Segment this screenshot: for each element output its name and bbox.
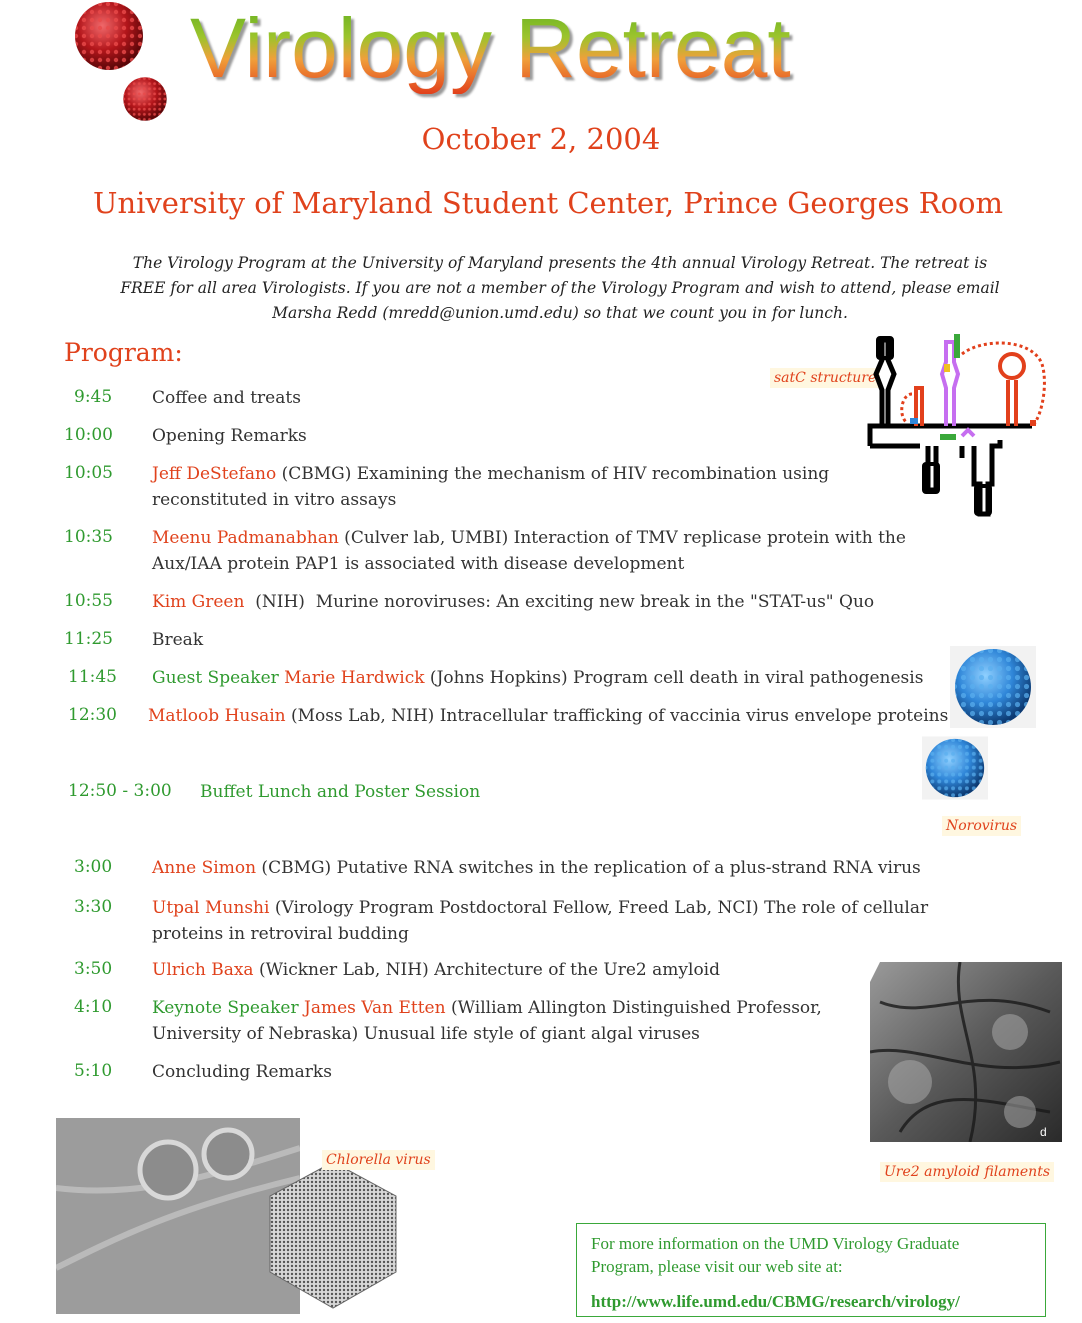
red-virus-icon-small <box>121 76 169 122</box>
talk-title: (NIH) Murine noroviruses: An exciting new break in the "STAT-us" Quo <box>244 592 875 612</box>
ure2-caption: Ure2 amyloid filaments <box>880 1162 1054 1182</box>
ure2-micrograph-image <box>870 962 1062 1142</box>
program-text: Break <box>152 630 204 650</box>
program-text: Concluding Remarks <box>152 1062 332 1082</box>
program-time: 10:55 <box>64 591 113 611</box>
speaker-name: Anne Simon <box>152 858 257 878</box>
intro-line: Marsha Redd (mredd@union.umd.edu) so that we count you in for lunch. <box>272 304 848 322</box>
speaker-name: Meenu Padmanabhan <box>152 528 339 548</box>
speaker-name: Ulrich Baxa <box>152 960 254 980</box>
program-time: 11:45 <box>68 667 117 687</box>
norovirus-caption: Norovirus <box>942 816 1021 836</box>
speaker-role: Guest Speaker <box>152 668 285 688</box>
talk-title: (William Allington Distinguished Professor, <box>445 998 822 1018</box>
talk-title: (Moss Lab, NIH) Intracellular trafficking of vaccinia virus envelope proteins <box>285 706 949 726</box>
talk-title-cont: reconstituted in vitro assays <box>152 490 397 510</box>
talk-title: (Virology Program Postdoctoral Fellow, Freed Lab, NCI) The role of cellular <box>269 898 929 918</box>
program-time: 12:30 <box>68 705 117 725</box>
speaker-name: Jeff DeStefano <box>152 464 277 484</box>
talk-title-cont: Aux/IAA protein PAP1 is associated with disease development <box>152 554 685 574</box>
program-heading: Program: <box>64 338 183 367</box>
satc-caption: satC structure <box>770 368 880 388</box>
micrograph-label: d <box>1040 1125 1047 1139</box>
program-time: 10:05 <box>64 463 113 483</box>
norovirus-icon-small <box>922 736 988 800</box>
info-text <box>591 1232 1031 1278</box>
talk-title: (CBMG) Examining the mechanism of HIV recombination using <box>276 464 830 484</box>
talk-title: (Culver lab, UMBI) Interaction of TMV replicase protein with the <box>338 528 906 548</box>
satc-structure-diagram <box>862 334 1058 520</box>
speaker-name: Marie Hardwick <box>284 668 425 688</box>
info-line: For more information on the UMD Virology Graduate <box>591 1234 960 1253</box>
event-venue: University of Maryland Student Center, Prince Georges Room <box>93 186 1003 220</box>
program-time: 3:00 <box>74 857 113 877</box>
program-time: 12:50 - 3:00 <box>68 781 172 801</box>
page-title: Virology Retreat <box>190 2 920 94</box>
website-link[interactable]: http://www.life.umd.edu/CBMG/research/virology/ <box>591 1292 960 1311</box>
program-time: 4:10 <box>74 997 113 1017</box>
program-text: Opening Remarks <box>152 426 307 446</box>
program-time: 3:30 <box>74 897 113 917</box>
speaker-role: Keynote Speaker <box>152 998 305 1018</box>
program-time: 9:45 <box>74 387 113 407</box>
chlorella-micrograph-image <box>56 1118 300 1314</box>
intro-line: The Virology Program at the University of Maryland presents the 4th annual Virology Retreat. The retreat is <box>132 254 988 272</box>
talk-title: (Johns Hopkins) Program cell death in viral pathogenesis <box>424 668 924 688</box>
program-text: Coffee and treats <box>152 388 301 408</box>
talk-title: (Wickner Lab, NIH) Architecture of the Ure2 amyloid <box>253 960 720 980</box>
speaker-name: Utpal Munshi <box>152 898 270 918</box>
program-time: 3:50 <box>74 959 113 979</box>
intro-paragraph <box>110 251 1010 326</box>
info-box <box>576 1223 1046 1317</box>
program-time: 5:10 <box>74 1061 113 1081</box>
red-virus-icon-large <box>72 0 146 72</box>
program-time: 11:25 <box>64 629 113 649</box>
speaker-name: James Van Etten <box>304 998 446 1018</box>
speaker-name: Matloob Husain <box>148 706 286 726</box>
program-time: 10:35 <box>64 527 113 547</box>
chlorella-caption: Chlorella virus <box>322 1150 435 1170</box>
talk-title: (CBMG) Putative RNA switches in the replication of a plus-strand RNA virus <box>256 858 921 878</box>
intro-line: FREE for all area Virologists. If you are not a member of the Virology Program and wish to attend, please email <box>120 279 1000 297</box>
program-time: 10:00 <box>64 425 113 445</box>
chlorella-virus-model-icon <box>266 1160 400 1310</box>
norovirus-icon-large <box>950 646 1036 728</box>
event-date: October 2, 2004 <box>421 122 661 156</box>
info-line: Program, please visit our web site at: <box>591 1257 843 1276</box>
talk-title-cont: proteins in retroviral budding <box>152 924 409 944</box>
program-text: Buffet Lunch and Poster Session <box>200 782 481 802</box>
speaker-name: Kim Green <box>152 592 245 612</box>
talk-title-cont: University of Nebraska) Unusual life style of giant algal viruses <box>152 1024 700 1044</box>
